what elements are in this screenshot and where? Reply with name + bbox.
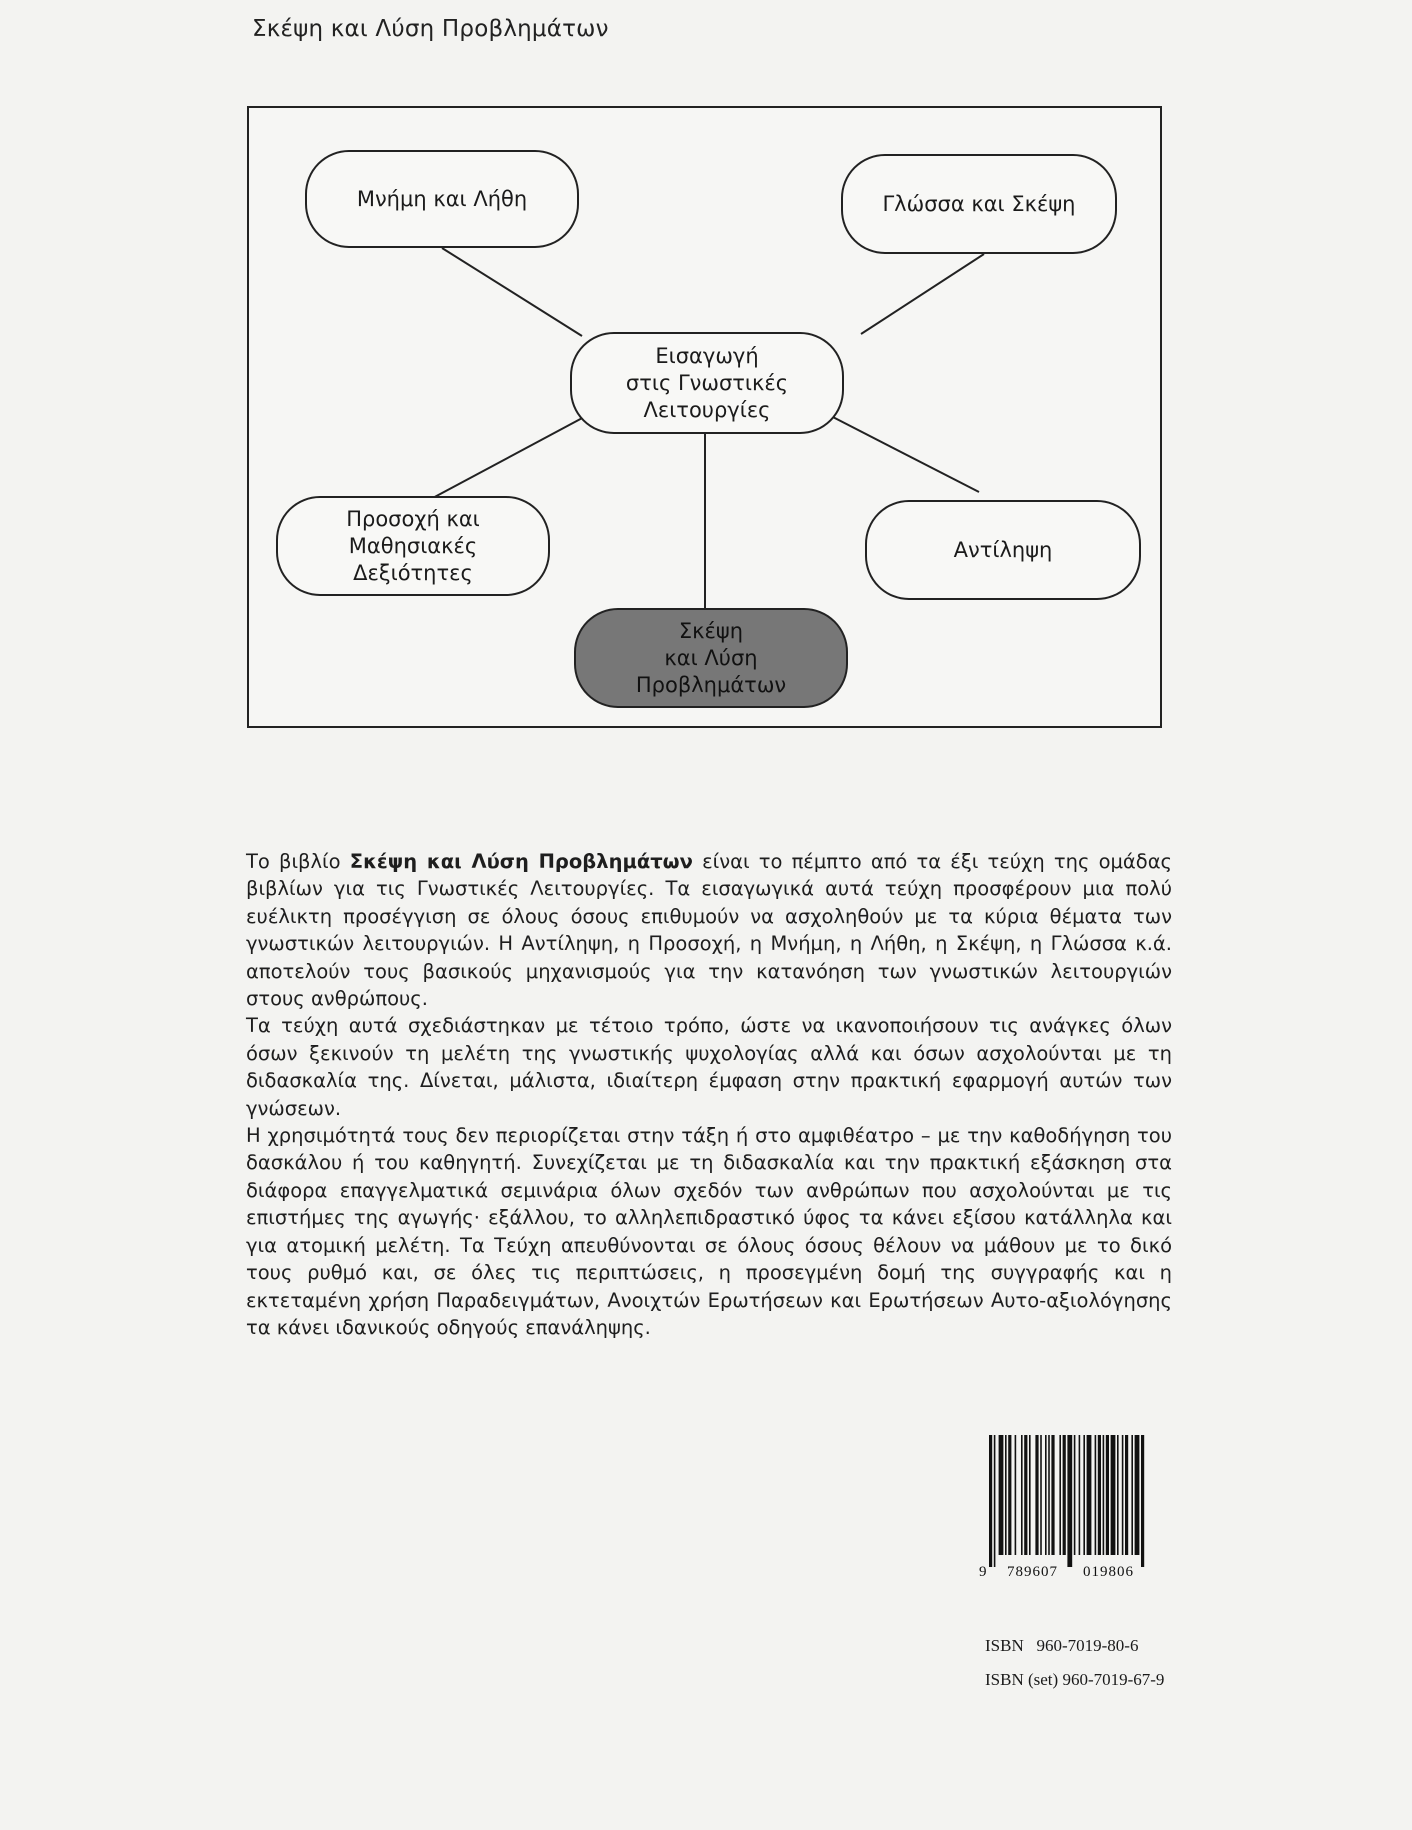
book-title-bold: Σκέψη και Λύση Προβλημάτων bbox=[349, 850, 693, 873]
barcode-bar bbox=[1067, 1435, 1072, 1567]
barcode-bar bbox=[1029, 1435, 1031, 1555]
barcode-bar bbox=[1059, 1435, 1061, 1555]
paragraph-1: Το βιβλίο Σκέψη και Λύση Προβλημάτων είναι το πέμπτο από τα έξι τεύχη της ομάδας βιβλίων για τις Γνωστικές Λειτουργίες. Τα εισαγωγικά αυτά τεύχη προσφέρουν μια πολύ ευέλικτη προσέγγιση σε όλους όσους επιθυμούν να ασχοληθούν με τα κύρια θέματα των γνωστικών λειτουργιών. Η Αντίληψη, η Προσοχή, η Μνήμη, η Λήθη, η Σκέψη, η Γλώσσα κ.ά. αποτελούν τους βασικούς μηχανισμούς για την κατανόηση των γνωστικών λειτουργιών στους ανθρώπους. bbox=[246, 850, 1172, 1011]
barcode-bar bbox=[1015, 1435, 1017, 1555]
barcode-bar bbox=[1095, 1435, 1097, 1555]
node-language-thought: Γλώσσα και Σκέψη bbox=[841, 154, 1117, 254]
barcode-bar bbox=[989, 1435, 992, 1567]
barcode-bar bbox=[1045, 1435, 1047, 1555]
node-thinking-problem-solving: Σκέψη και Λύση Προβλημάτων bbox=[574, 608, 848, 708]
barcode-bar bbox=[1125, 1435, 1128, 1555]
barcode-bar bbox=[1111, 1435, 1116, 1555]
barcode-bar bbox=[1103, 1435, 1105, 1555]
barcode-right-group: 019806 bbox=[1083, 1564, 1134, 1580]
barcode-left-group: 789607 bbox=[1007, 1564, 1058, 1580]
barcode-bar bbox=[1083, 1435, 1085, 1555]
barcode-bar bbox=[1122, 1435, 1124, 1555]
barcode-bar bbox=[1074, 1435, 1076, 1555]
barcode-bar bbox=[1117, 1435, 1119, 1555]
node-perception: Αντίληψη bbox=[865, 500, 1141, 600]
back-cover-description bbox=[246, 848, 1172, 1341]
barcode-bar bbox=[1106, 1435, 1109, 1555]
barcode-lead-digit: 9 bbox=[979, 1564, 987, 1580]
node-attention-learning-skills: Προσοχή και Μαθησιακές Δεξιότητες bbox=[276, 496, 550, 596]
barcode-bar bbox=[994, 1435, 996, 1567]
paragraph-3: Η χρησιμότητά τους δεν περιορίζεται στην τάξη ή στο αμφιθέατρο – με την καθοδήγηση του δασκάλου ή του καθηγητή. Συνεχίζεται με τη διδασκαλία και την πρακτική εξάσκηση στα διάφορα επαγγελματικά σεμινάρια όλων σχεδόν των ανθρώπων που ασχολούνται με τις επιστήμες της αγωγής· εξάλλου, το αλληλεπιδραστικό ύφος τα κάνει εξίσου κατάλληλα και για ατομική μελέτη. Τα Τεύχη απευθύνονται σε όλους όσους θέλουν να μάθουν με το δικό τους ρυθμό και, σε όλες τις περιπτώσεις, η προσεγμένη δομή της συγγραφής και η εκτεταμένη χρήση Παραδειγμάτων, Ανοιχτών Ερωτήσεων και Ερωτήσεων Αυτο-αξιολόγησης τα κάνει ιδανικούς οδηγούς επανάληψης. bbox=[246, 1124, 1172, 1339]
barcode-bar bbox=[1141, 1435, 1144, 1567]
barcode-bar bbox=[1079, 1435, 1081, 1555]
barcode-bar bbox=[1131, 1435, 1133, 1555]
barcode-bar bbox=[1051, 1435, 1054, 1555]
barcode-bar bbox=[1098, 1435, 1101, 1555]
concept-diagram bbox=[247, 106, 1162, 728]
paragraph-2: Τα τεύχη αυτά σχεδιάστηκαν με τέτοιο τρόπο, ώστε να ικανοποιήσουν τις ανάγκες όλων όσων ξεκινούν τη μελέτη της γνωστικής ψυχολογίας αλλά και όσων ασχολούνται με τη διδασκαλία της. Δίνεται, μάλιστα, ιδιαίτερη έμφαση στην πρακτική εφαρμογή αυτών των γνώσεων. bbox=[246, 1014, 1172, 1120]
isbn-set: ISBN (set) 960-7019-67-9 bbox=[985, 1670, 1165, 1689]
running-header-title: Σκέψη και Λύση Προβλημάτων bbox=[252, 16, 609, 42]
isbn-book: ISBN 960-7019-80-6 bbox=[985, 1636, 1139, 1655]
connector-top-right bbox=[861, 254, 984, 334]
barcode-bar bbox=[1008, 1435, 1011, 1555]
barcode-bar bbox=[1135, 1435, 1140, 1555]
barcode-bar bbox=[1005, 1435, 1007, 1555]
node-intro-cognitive-functions: Εισαγωγή στις Γνωστικές Λειτουργίες bbox=[570, 332, 844, 434]
isbn-barcode bbox=[979, 1435, 1155, 1585]
barcode-bar bbox=[1040, 1435, 1042, 1555]
node-memory-forgetting: Μνήμη και Λήθη bbox=[305, 150, 579, 248]
barcode-bar bbox=[1024, 1435, 1027, 1555]
connector-mid-left bbox=[429, 416, 586, 500]
connector-top-left bbox=[442, 248, 582, 336]
barcode-bar bbox=[1063, 1435, 1066, 1555]
barcode-bar bbox=[1048, 1435, 1050, 1555]
connector-mid-right bbox=[827, 414, 979, 492]
barcode-bar bbox=[1035, 1435, 1038, 1555]
barcode-bar bbox=[1087, 1435, 1092, 1555]
barcode-bar bbox=[999, 1435, 1004, 1555]
barcode-bar bbox=[1021, 1435, 1023, 1555]
